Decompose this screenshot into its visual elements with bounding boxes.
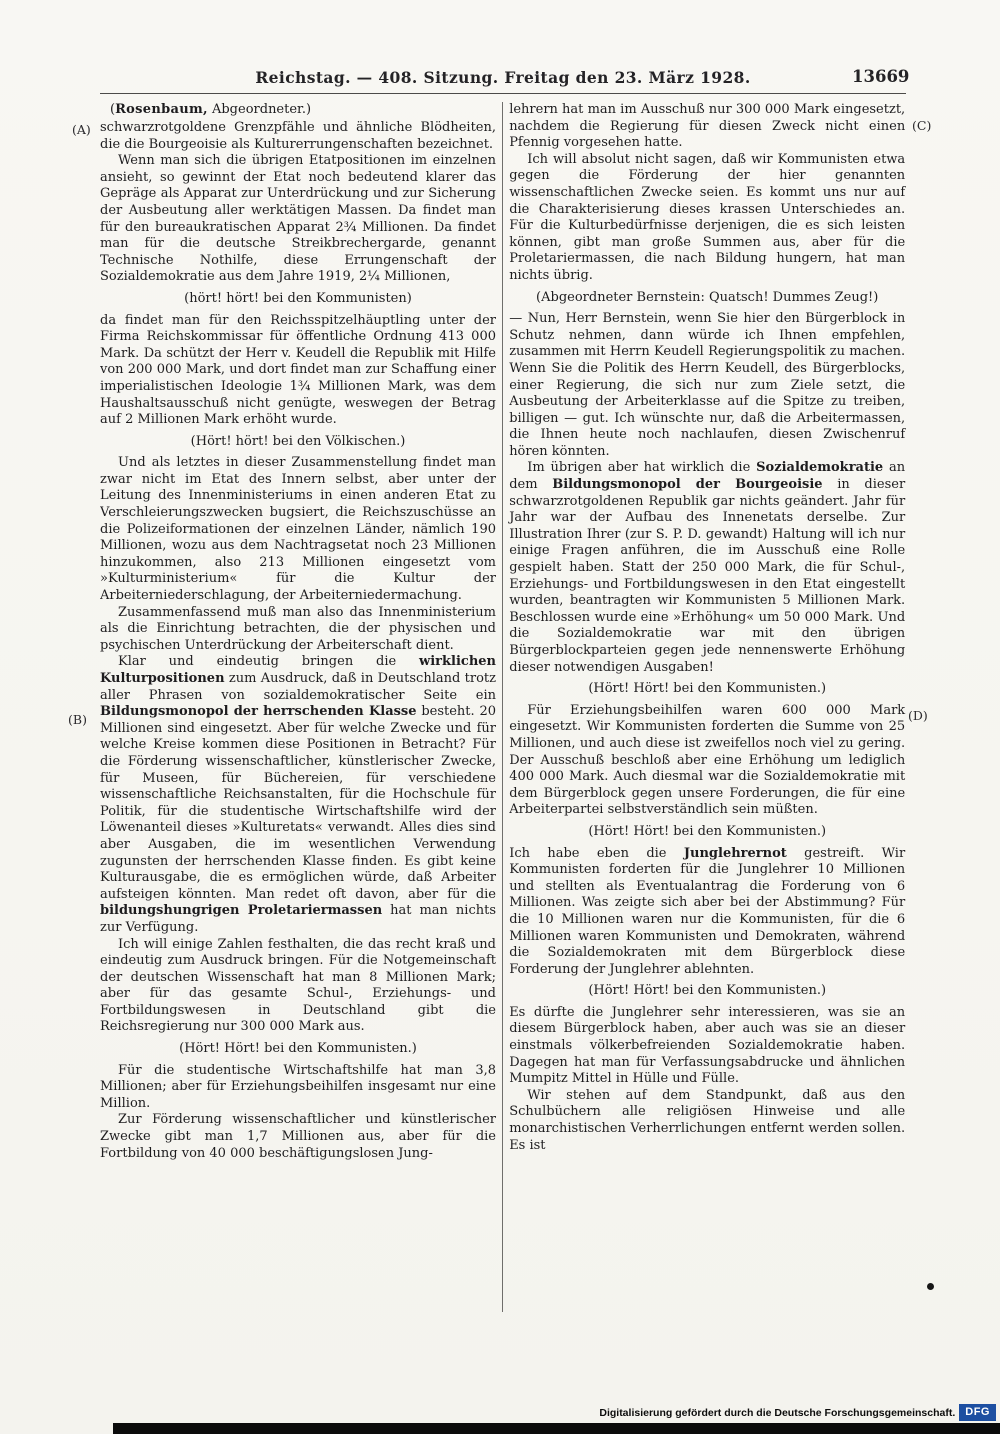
paragraph: Zur Förderung wissenschaftlicher und künstlerischer Zwecke gibt man 1,7 Millionen aus, aber für die Fortbildung von 40 000 beschäftigungslosen Jung- [100,1112,496,1161]
paragraph: — Nun, Herr Bernstein, wenn Sie hier den Bürgerblock in Schutz nehmen, dann würde ich Ihnen empfehlen, zusammen mit Herrn Keudell Regierungspolitik zu machen. Wenn Sie die Politik des Herrn Keudell, des Bürgerblocks, einer Regierung, die sich nur zum Ziele setzt, die Ausbeutung der Arbeiterklasse auf die Spitze zu treiben, billigen — gut. Ich wünschte nur, daß die Arbeitermassen, die Ihnen heute noch nachlaufen, diesen Zwischenruf hören könnten. [509,311,906,459]
ink-dot [927,1283,934,1290]
paragraph: Im übrigen aber hat wirklich die Sozialdemokratie an dem Bildungsmonopol der Bourgeoisie in dieser schwarzrotgoldenen Republik gar nichts geändert. Jahr für Jahr war der Aufbau des Innenetats derselbe. Zur Illustration Ihrer (zur S. P. D. gewandt) Haltung will ich nur einige Fragen anführen, die im Ausschuß eine Rolle gespielt haben. Statt der 250 000 Mark, die für Schul-, Erziehungs- und Fortbildungswesen in den Etat eingestellt wurden, beantragten wir Kommunisten 5 Millionen Mark. Beschlossen wurde eine »Erhöhung« um 50 000 Mark. Und die Sozialdemokratie war mit den übrigen Bürgerblockparteien gegen jede nennenswerte Erhöhung dieser notwendigen Ausgaben! [509,460,906,675]
scan-edge-bar [113,1423,1000,1434]
column-right [509,102,905,1312]
digitization-credit: Digitalisierung gefördert durch die Deutsche Forschungsgemeinschaft. [599,1406,956,1419]
header-rule [100,93,906,94]
column-divider [502,102,503,1312]
paragraph: schwarzrotgoldene Grenzpfähle und ähnliche Blödheiten, die die Bourgeoisie als Kulturerrungenschaften bezeichnet. [100,120,496,152]
interjection: (hört! hört! bei den Kommunisten) [184,290,412,306]
paragraph: Für Erziehungsbeihilfen waren 600 000 Mark eingesetzt. Wir Kommunisten forderten die Summe von 25 Millionen, und auch diese ist zweifellos noch viel zu gering. Der Ausschuß beschloß aber eine Erhöhung um lediglich 400 000 Mark. Auch diesmal war die Sozialdemokratie mit dem Bürgerblock gegen unsere Forderungen, die für eine Arbeiterpartei selbstverständlich sein müßten. [509,702,906,818]
interjection: (Abgeordneter Bernstein: Quatsch! Dummes Zeug!) [536,289,879,305]
digitization-footer [599,1404,996,1421]
speaker-note-open: ( [110,102,116,117]
paragraph: Zusammenfassend muß man also das Innenministerium als die Einrichtung betrachten, die der physischen und psychischen Unterdrückung der Arbeiterschaft dient. [100,604,496,653]
paragraph: Ich will absolut nicht sagen, daß wir Kommunisten etwa gegen die Förderung der hier genannten wissenschaftlichen Zwecke seien. Es kommt uns nur auf die Charakterisierung dieses krassen Unterschiedes an. Für die Kulturbedürfnisse derjenigen, die es sich leisten können, gibt man große Summen aus, aber für die Proletariermassen, die nach Bildung hungern, hat man nichts übrig. [509,151,906,283]
paragraph: da findet man für den Reichsspitzelhäuptling unter der Firma Reichskommissar für öffentliche Ordnung 413 000 Mark. Da schützt der Herr v. Keudell die Republik mit Hilfe von 200 000 Mark, und dort findet man zur Schaffung einer imperialistischen Ideologie 1¾ Millionen Mark, was dem Haushaltsausschuß nicht genügte, weswegen der Betrag auf 2 Millionen Mark erhöht wurde. [100,312,496,428]
column-left-text [100,120,496,1162]
margin-marker-c: (C) [912,118,932,133]
page-body [100,102,906,1312]
paragraph: Und als letztes in dieser Zusammenstellung findet man zwar nicht im Etat des Innern selbst, aber unter der Leitung des Innenministeriums in einen anderen Etat zu Verschleierungszwecken bugsiert, die Reichszuschüsse an die Polizeiformationen der einzelnen Länder, nämlich 190 Millionen, wozu aus dem Nachtragsetat noch 23 Millionen hinzukommen, also 213 Millionen eingesetzt vom »Kulturministerium« für die Kultur der Arbeiterniederschlagung, der Arbeiterniedermachung. [100,455,496,604]
column-left [100,102,496,1312]
column-right-text [509,102,905,1154]
speaker-name: Rosenbaum, [115,102,208,117]
paragraph: Wenn man sich die übrigen Etatpositionen im einzelnen ansieht, so gewinnt der Etat noch bedeutend klarer das Gepräge als Apparat zur Unterdrückung und zur Sicherung der Ausbeutung aller werktätigen Massen. Da findet man für den bureaukratischen Apparat 2¾ Millionen. Da findet man für die deutsche Streikbrechergarde, genannt Technische Nothilfe, diese Errungenschaft der Sozialdemokratie aus dem Jahre 1919, 2¼ Millionen, [100,153,496,285]
interjection: (Hört! Hört! bei den Kommunisten.) [588,681,827,697]
paragraph: Für die studentische Wirtschaftshilfe hat man 3,8 Millionen; aber für Erziehungsbeihilfen insgesamt nur eine Million. [100,1062,496,1111]
paragraph: Ich will einige Zahlen festhalten, die das recht kraß und eindeutig zum Ausdruck bringen. Für die Notgemeinschaft der deutschen Wissenschaft hat man 8 Millionen Mark; aber für das gesamte Schul-, Erziehungs- und Fortbildungswesen in Deutschland gibt die Reichsregierung nur 300 000 Mark aus. [100,936,496,1035]
margin-marker-d: (D) [908,708,928,723]
page-number: 13669 [852,67,910,86]
paragraph: Klar und eindeutig bringen die wirklichen Kulturpositionen zum Ausdruck, daß in Deutschland trotz aller Phrasen von sozialdemokratischer Seite ein Bildungsmonopol der herrschenden Klasse besteht. 20 Millionen sind eingesetzt. Aber für welche Zwecke und für welche Kreise kommen diese Positionen in Betracht? Für die Förderung wissenschaftlicher, künstlerischer Zwecke, für Museen, für Büchereien, für verschiedene wissenschaftliche Reichsanstalten, für die Hochschule für Politik, für die studentische Wirtschaftshilfe wird der Löwenanteil dieses »Kulturetats« verwandt. Alles dies sind aber Ausgaben, die im wesentlichen Verwendung zugunsten der herrschenden Klasse finden. Es gibt keine Kulturausgabe, die es ermöglichen würde, daß Arbeiter aufsteigen könnten. Man redet oft davon, aber für die bildungshungrigen Proletariermassen hat man nichts zur Verfügung. [100,654,497,935]
margin-marker-b: (B) [68,712,87,727]
paragraph: lehrern hat man im Ausschuß nur 300 000 Mark eingesetzt, nachdem die Regierung für diesen Zweck nicht einen Pfennig vorgesehen hatte. [509,102,906,151]
paragraph: Es dürfte die Junglehrer sehr interessieren, was sie an diesem Bürgerblock haben, aber auch was sie an dieser einstmals völkerbefreienden Sozialdemokratie haben. Dagegen hat man für Verfassungsabdrucke und ähnlichen Mumpitz Mittel in Hülle und Fülle. [509,1004,906,1087]
speaker-continuation-note [110,102,496,117]
page-header-title: Reichstag. — 408. Sitzung. Freitag den 23. März 1928. [255,68,751,87]
paragraph: Ich habe eben die Junglehrernot gestreift. Wir Kommunisten forderten für die Junglehrer 10 Millionen und stellten als Eventualantrag die Forderung von 6 Millionen. Was zeigte sich aber bei der Abstimmung? Für die 10 Millionen waren nur die Kommunisten, für die 6 Millionen waren Kommunisten und Demokraten, während die Sozialdemokraten mit dem Bürgerblock diese Forderung der Junglehrer ablehnten. [509,845,906,977]
margin-marker-a: (A) [72,122,91,137]
dfg-logo: DFG [959,1404,996,1421]
interjection: (Hört! Hört! bei den Kommunisten.) [588,983,827,999]
interjection: (Hört! Hört! bei den Kommunisten.) [588,823,827,839]
interjection: (Hört! Hört! bei den Kommunisten.) [179,1041,417,1057]
paragraph: Wir stehen auf dem Standpunkt, daß aus den Schulbüchern alle religiösen Hinweise und alle monarchistischen Verherrlichungen entfernt werden sollen. Es ist [509,1087,906,1153]
interjection: (Hört! hört! bei den Völkischen.) [190,433,406,449]
speaker-note-rest: Abgeordneter.) [207,102,312,117]
